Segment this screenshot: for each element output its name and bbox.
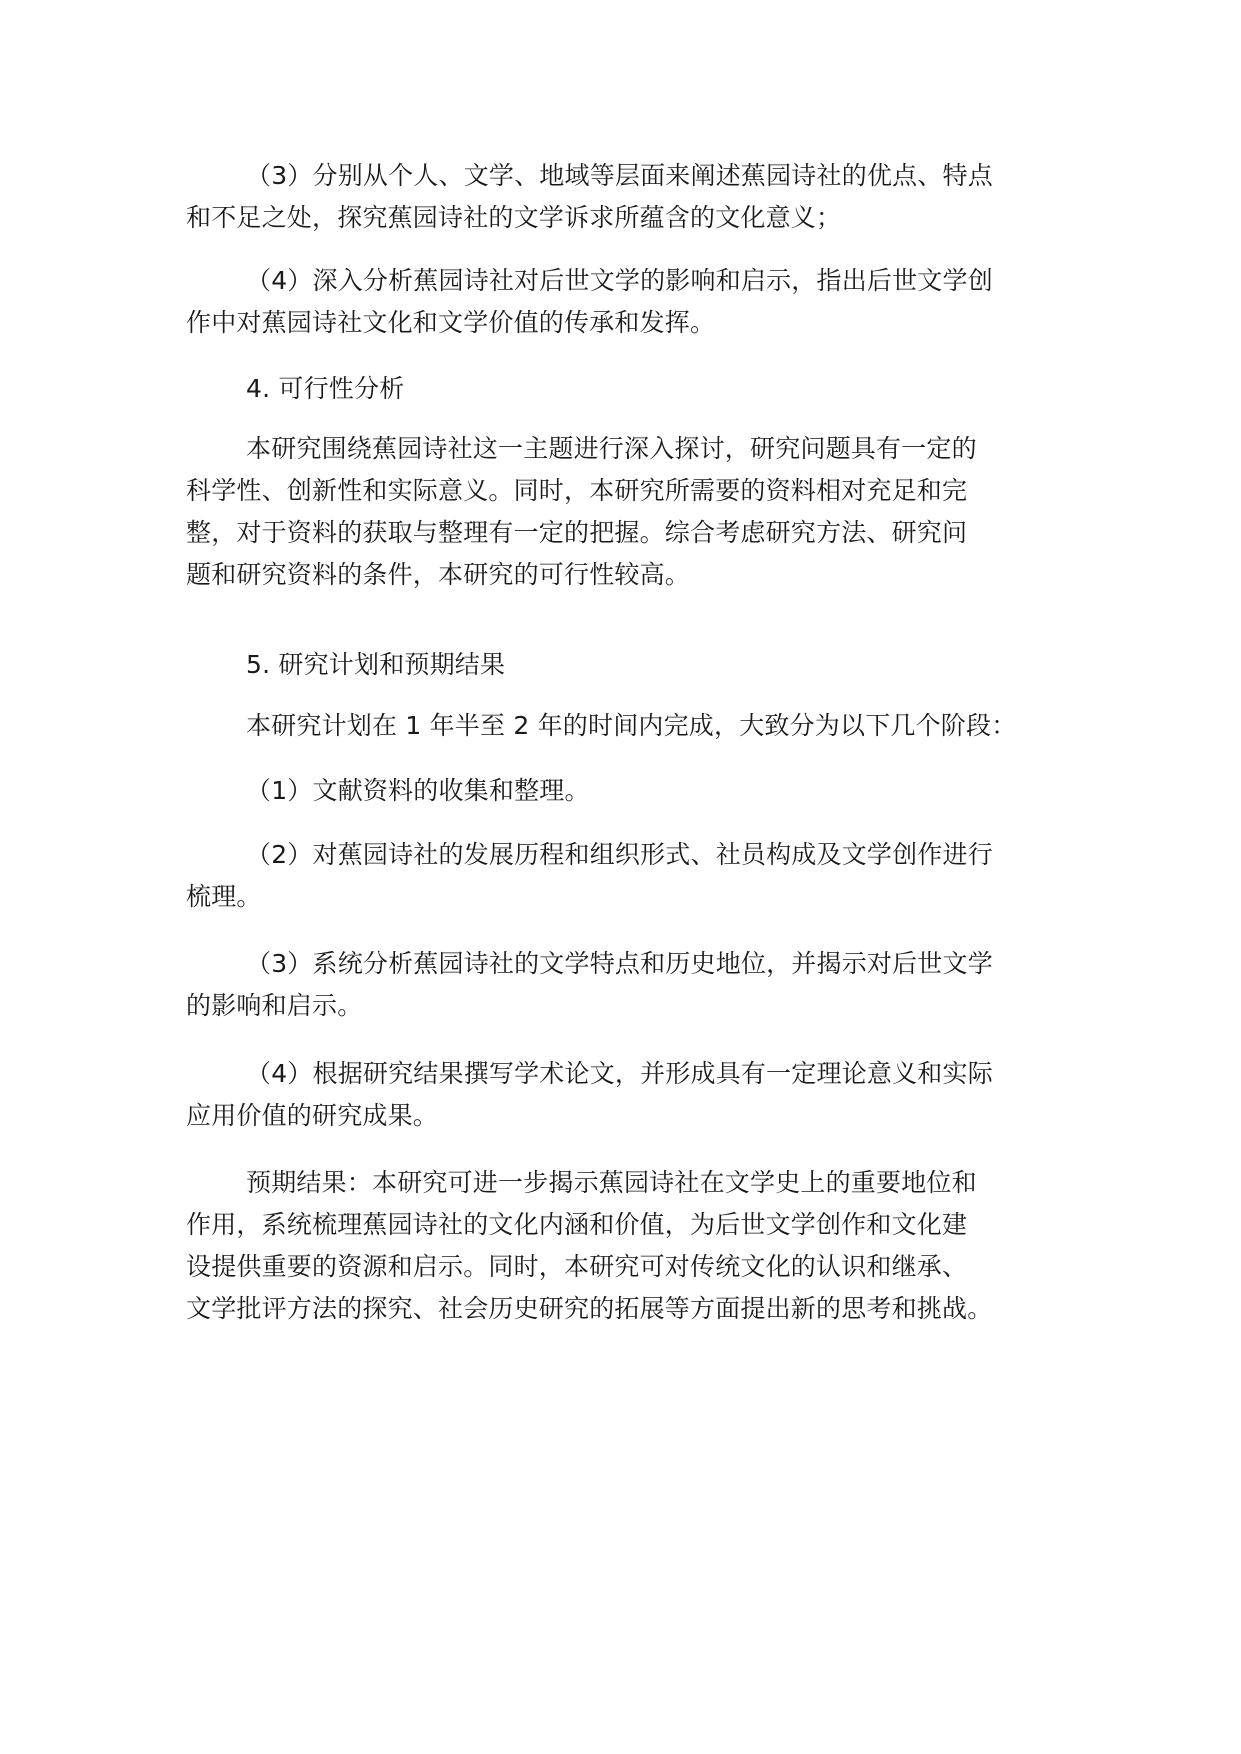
heading-text: 5. 研究计划和预期结果 (246, 650, 506, 679)
text-line: 整，对于资料的获取与整理有一定的把握。综合考虑研究方法、研究问 (186, 518, 968, 547)
text-line: 梳理。 (186, 882, 262, 911)
text-line: （4）根据研究结果撰写学术论文，并形成具有一定理论意义和实际 (246, 1059, 993, 1088)
text-line: 设提供重要的资源和启示。同时，本研究可对传统文化的认识和继承、 (186, 1252, 968, 1281)
text-line: 文学批评方法的探究、社会历史研究的拓展等方面提出新的思考和挑战。 (186, 1294, 993, 1323)
text-line: （1）文献资料的收集和整理。 (246, 776, 590, 805)
text-line: 预期结果：本研究可进一步揭示蕉园诗社在文学史上的重要地位和 (246, 1168, 977, 1197)
text-line: 作用，系统梳理蕉园诗社的文化内涵和价值，为后世文学创作和文化建 (186, 1210, 968, 1239)
text-line: 的影响和启示。 (186, 991, 363, 1020)
text-line: 应用价值的研究成果。 (186, 1101, 439, 1130)
text-line: 和不足之处，探究蕉园诗社的文学诉求所蕴含的文化意义； (186, 203, 842, 232)
heading-text: 4. 可行性分析 (246, 374, 405, 403)
text-line: （3）系统分析蕉园诗社的文学特点和历史地位，并揭示对后世文学 (246, 949, 993, 978)
text-line: （3）分别从个人、文学、地域等层面来阐述蕉园诗社的优点、特点 (246, 161, 993, 190)
text-line: 本研究围绕蕉园诗社这一主题进行深入探讨，研究问题具有一定的 (246, 434, 977, 463)
text-line: 题和研究资料的条件，本研究的可行性较高。 (186, 560, 691, 589)
text-line: 科学性、创新性和实际意义。同时，本研究所需要的资料相对充足和完 (186, 476, 968, 505)
text-line: （4）深入分析蕉园诗社对后世文学的影响和启示，指出后世文学创 (246, 266, 993, 295)
text-line: 本研究计划在 1 年半至 2 年的时间内完成，大致分为以下几个阶段： (246, 711, 1017, 740)
text-line: （2）对蕉园诗社的发展历程和组织形式、社员构成及文学创作进行 (246, 840, 993, 869)
text-line: 作中对蕉园诗社文化和文学价值的传承和发挥。 (186, 308, 716, 337)
